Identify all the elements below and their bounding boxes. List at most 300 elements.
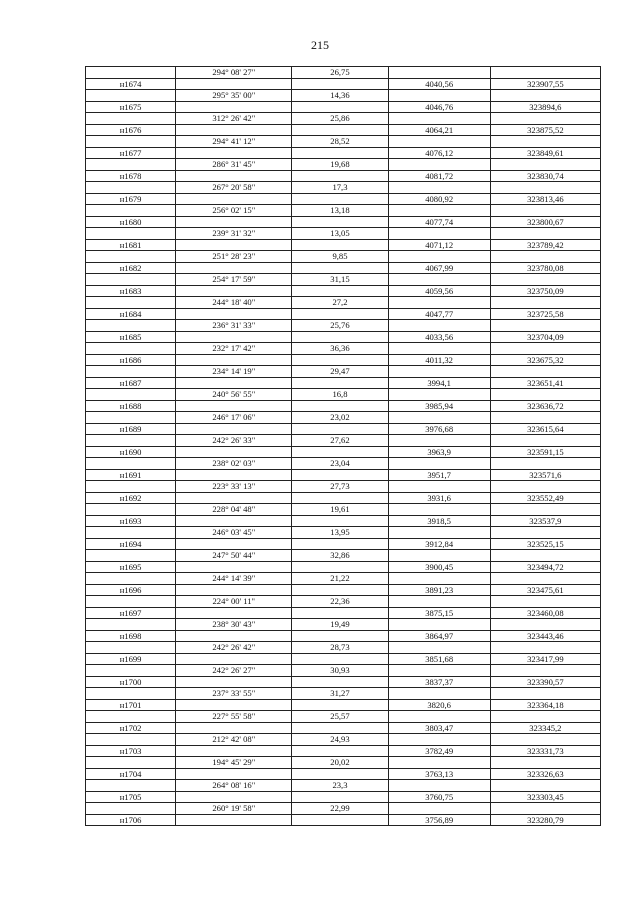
distance-cell	[292, 308, 388, 320]
point-row	[86, 193, 601, 205]
x-coordinate-cell: 3985,94	[388, 400, 490, 412]
point-cell: н1678	[86, 170, 176, 182]
segment-row	[86, 665, 601, 677]
bearing-cell: 242° 26' 33"	[176, 435, 292, 447]
distance-cell	[292, 216, 388, 228]
bearing-cell	[176, 676, 292, 688]
bearing-cell: 228° 04' 48"	[176, 504, 292, 516]
distance-cell	[292, 377, 388, 389]
segment-row	[86, 366, 601, 378]
distance-cell: 19,61	[292, 504, 388, 516]
segment-row	[86, 251, 601, 263]
bearing-cell: 224° 00' 11"	[176, 596, 292, 608]
y-coordinate-cell	[490, 665, 600, 677]
x-coordinate-cell: 4059,56	[388, 285, 490, 297]
point-row	[86, 101, 601, 113]
point-cell: н1698	[86, 630, 176, 642]
segment-row	[86, 435, 601, 447]
point-cell	[86, 803, 176, 815]
distance-cell	[292, 469, 388, 481]
point-row	[86, 423, 601, 435]
x-coordinate-cell	[388, 757, 490, 769]
y-coordinate-cell	[490, 711, 600, 723]
bearing-cell: 246° 17' 06"	[176, 412, 292, 424]
bearing-cell	[176, 745, 292, 757]
x-coordinate-cell: 3820,6	[388, 699, 490, 711]
point-row	[86, 699, 601, 711]
page-number: 215	[311, 38, 329, 52]
point-row	[86, 676, 601, 688]
point-row	[86, 377, 601, 389]
y-coordinate-cell	[490, 757, 600, 769]
distance-cell: 23,3	[292, 780, 388, 792]
point-cell	[86, 504, 176, 516]
x-coordinate-cell: 3782,49	[388, 745, 490, 757]
point-cell	[86, 159, 176, 171]
y-coordinate-cell: 323813,46	[490, 193, 600, 205]
point-cell	[86, 435, 176, 447]
bearing-cell	[176, 193, 292, 205]
segment-row	[86, 619, 601, 631]
point-cell	[86, 389, 176, 401]
y-coordinate-cell: 323280,79	[490, 814, 600, 826]
x-coordinate-cell	[388, 389, 490, 401]
x-coordinate-cell: 3891,23	[388, 584, 490, 596]
y-coordinate-cell	[490, 182, 600, 194]
distance-cell	[292, 814, 388, 826]
bearing-cell	[176, 791, 292, 803]
y-coordinate-cell: 323326,63	[490, 768, 600, 780]
distance-cell: 28,52	[292, 136, 388, 148]
y-coordinate-cell	[490, 389, 600, 401]
x-coordinate-cell: 4033,56	[388, 331, 490, 343]
y-coordinate-cell: 323460,08	[490, 607, 600, 619]
distance-cell: 17,3	[292, 182, 388, 194]
x-coordinate-cell: 3931,6	[388, 492, 490, 504]
distance-cell: 31,15	[292, 274, 388, 286]
point-cell: н1701	[86, 699, 176, 711]
point-row	[86, 400, 601, 412]
segment-row	[86, 136, 601, 148]
point-cell: н1682	[86, 262, 176, 274]
bearing-cell	[176, 354, 292, 366]
bearing-cell	[176, 446, 292, 458]
point-row	[86, 561, 601, 573]
point-cell: н1693	[86, 515, 176, 527]
distance-cell	[292, 768, 388, 780]
bearing-cell: 234° 14' 19"	[176, 366, 292, 378]
y-coordinate-cell: 323552,49	[490, 492, 600, 504]
y-coordinate-cell	[490, 596, 600, 608]
distance-cell	[292, 262, 388, 274]
y-coordinate-cell: 323494,72	[490, 561, 600, 573]
point-cell: н1702	[86, 722, 176, 734]
coordinates-table	[85, 66, 601, 826]
x-coordinate-cell	[388, 205, 490, 217]
bearing-cell	[176, 331, 292, 343]
x-coordinate-cell: 3837,37	[388, 676, 490, 688]
point-row	[86, 653, 601, 665]
point-cell	[86, 67, 176, 79]
x-coordinate-cell: 4071,12	[388, 239, 490, 251]
point-cell	[86, 366, 176, 378]
point-cell	[86, 343, 176, 355]
bearing-cell: 244° 14' 39"	[176, 573, 292, 585]
y-coordinate-cell	[490, 481, 600, 493]
x-coordinate-cell	[388, 182, 490, 194]
point-cell	[86, 458, 176, 470]
bearing-cell: 236° 31' 33"	[176, 320, 292, 332]
point-cell	[86, 182, 176, 194]
x-coordinate-cell	[388, 435, 490, 447]
point-cell	[86, 113, 176, 125]
y-coordinate-cell	[490, 412, 600, 424]
distance-cell: 26,75	[292, 67, 388, 79]
x-coordinate-cell: 3864,97	[388, 630, 490, 642]
distance-cell: 27,2	[292, 297, 388, 309]
point-row	[86, 262, 601, 274]
bearing-cell	[176, 285, 292, 297]
distance-cell	[292, 492, 388, 504]
bearing-cell: 239° 31' 32"	[176, 228, 292, 240]
x-coordinate-cell	[388, 711, 490, 723]
distance-cell: 27,73	[292, 481, 388, 493]
bearing-cell	[176, 469, 292, 481]
point-row	[86, 78, 601, 90]
point-cell: н1705	[86, 791, 176, 803]
x-coordinate-cell: 3951,7	[388, 469, 490, 481]
y-coordinate-cell: 323345,2	[490, 722, 600, 734]
bearing-cell: 242° 26' 42"	[176, 642, 292, 654]
distance-cell: 30,93	[292, 665, 388, 677]
y-coordinate-cell	[490, 113, 600, 125]
y-coordinate-cell	[490, 67, 600, 79]
point-cell: н1680	[86, 216, 176, 228]
distance-cell: 24,93	[292, 734, 388, 746]
point-row	[86, 745, 601, 757]
distance-cell: 13,95	[292, 527, 388, 539]
x-coordinate-cell	[388, 527, 490, 539]
segment-row	[86, 734, 601, 746]
segment-row	[86, 504, 601, 516]
bearing-cell: 238° 30' 43"	[176, 619, 292, 631]
segment-row	[86, 182, 601, 194]
x-coordinate-cell	[388, 734, 490, 746]
y-coordinate-cell: 323875,52	[490, 124, 600, 136]
point-cell: н1687	[86, 377, 176, 389]
x-coordinate-cell	[388, 481, 490, 493]
segment-row	[86, 297, 601, 309]
y-coordinate-cell	[490, 527, 600, 539]
x-coordinate-cell: 3803,47	[388, 722, 490, 734]
y-coordinate-cell: 323800,67	[490, 216, 600, 228]
y-coordinate-cell: 323331,73	[490, 745, 600, 757]
bearing-cell: 254° 17' 59"	[176, 274, 292, 286]
point-cell: н1700	[86, 676, 176, 688]
y-coordinate-cell: 323725,58	[490, 308, 600, 320]
distance-cell	[292, 745, 388, 757]
y-coordinate-cell: 323894,6	[490, 101, 600, 113]
x-coordinate-cell	[388, 274, 490, 286]
y-coordinate-cell	[490, 688, 600, 700]
point-cell	[86, 251, 176, 263]
bearing-cell	[176, 538, 292, 550]
x-coordinate-cell	[388, 412, 490, 424]
point-cell	[86, 320, 176, 332]
x-coordinate-cell	[388, 251, 490, 263]
y-coordinate-cell	[490, 573, 600, 585]
segment-row	[86, 481, 601, 493]
bearing-cell	[176, 216, 292, 228]
bearing-cell	[176, 561, 292, 573]
x-coordinate-cell: 4064,21	[388, 124, 490, 136]
distance-cell: 25,57	[292, 711, 388, 723]
x-coordinate-cell: 3851,68	[388, 653, 490, 665]
x-coordinate-cell: 4067,99	[388, 262, 490, 274]
y-coordinate-cell: 323780,08	[490, 262, 600, 274]
y-coordinate-cell: 323615,64	[490, 423, 600, 435]
y-coordinate-cell: 323907,55	[490, 78, 600, 90]
y-coordinate-cell: 323475,61	[490, 584, 600, 596]
distance-cell	[292, 331, 388, 343]
x-coordinate-cell: 3900,45	[388, 561, 490, 573]
y-coordinate-cell	[490, 274, 600, 286]
point-cell: н1691	[86, 469, 176, 481]
y-coordinate-cell	[490, 803, 600, 815]
x-coordinate-cell	[388, 780, 490, 792]
point-row	[86, 216, 601, 228]
x-coordinate-cell	[388, 297, 490, 309]
distance-cell: 20,02	[292, 757, 388, 769]
x-coordinate-cell	[388, 320, 490, 332]
x-coordinate-cell	[388, 90, 490, 102]
y-coordinate-cell	[490, 320, 600, 332]
distance-cell	[292, 124, 388, 136]
bearing-cell: 246° 03' 45"	[176, 527, 292, 539]
distance-cell: 28,73	[292, 642, 388, 654]
x-coordinate-cell: 3963,9	[388, 446, 490, 458]
point-row	[86, 492, 601, 504]
y-coordinate-cell: 323789,42	[490, 239, 600, 251]
y-coordinate-cell: 323443,46	[490, 630, 600, 642]
y-coordinate-cell: 323364,18	[490, 699, 600, 711]
y-coordinate-cell: 323675,32	[490, 354, 600, 366]
y-coordinate-cell	[490, 251, 600, 263]
bearing-cell: 247° 50' 44"	[176, 550, 292, 562]
point-cell	[86, 688, 176, 700]
segment-row	[86, 90, 601, 102]
x-coordinate-cell: 3994,1	[388, 377, 490, 389]
distance-cell: 29,47	[292, 366, 388, 378]
y-coordinate-cell: 323390,57	[490, 676, 600, 688]
segment-row	[86, 803, 601, 815]
x-coordinate-cell: 4076,12	[388, 147, 490, 159]
distance-cell: 21,22	[292, 573, 388, 585]
segment-row	[86, 389, 601, 401]
x-coordinate-cell	[388, 159, 490, 171]
point-cell: н1675	[86, 101, 176, 113]
y-coordinate-cell: 323591,15	[490, 446, 600, 458]
point-cell	[86, 780, 176, 792]
x-coordinate-cell: 4080,92	[388, 193, 490, 205]
segment-row	[86, 780, 601, 792]
bearing-cell: 223° 33' 13"	[176, 481, 292, 493]
bearing-cell	[176, 124, 292, 136]
distance-cell	[292, 584, 388, 596]
segment-row	[86, 711, 601, 723]
distance-cell	[292, 193, 388, 205]
distance-cell: 9,85	[292, 251, 388, 263]
point-row	[86, 469, 601, 481]
segment-row	[86, 159, 601, 171]
x-coordinate-cell	[388, 550, 490, 562]
point-row	[86, 354, 601, 366]
point-cell	[86, 274, 176, 286]
bearing-cell	[176, 308, 292, 320]
distance-cell: 25,86	[292, 113, 388, 125]
bearing-cell	[176, 653, 292, 665]
segment-row	[86, 527, 601, 539]
x-coordinate-cell: 4046,76	[388, 101, 490, 113]
point-cell: н1679	[86, 193, 176, 205]
distance-cell	[292, 607, 388, 619]
distance-cell: 25,76	[292, 320, 388, 332]
distance-cell: 16,8	[292, 389, 388, 401]
distance-cell	[292, 78, 388, 90]
bearing-cell: 194° 45' 29"	[176, 757, 292, 769]
y-coordinate-cell	[490, 228, 600, 240]
point-row	[86, 124, 601, 136]
point-cell	[86, 412, 176, 424]
x-coordinate-cell	[388, 113, 490, 125]
point-row	[86, 814, 601, 826]
coordinates-table-body	[86, 67, 601, 826]
point-cell	[86, 136, 176, 148]
bearing-cell: 240° 56' 55"	[176, 389, 292, 401]
distance-cell: 22,99	[292, 803, 388, 815]
point-cell	[86, 573, 176, 585]
y-coordinate-cell	[490, 435, 600, 447]
bearing-cell	[176, 515, 292, 527]
bearing-cell: 232° 17' 42"	[176, 343, 292, 355]
distance-cell: 19,68	[292, 159, 388, 171]
point-cell	[86, 228, 176, 240]
y-coordinate-cell: 323750,09	[490, 285, 600, 297]
point-cell	[86, 642, 176, 654]
bearing-cell	[176, 147, 292, 159]
segment-row	[86, 343, 601, 355]
distance-cell	[292, 538, 388, 550]
x-coordinate-cell: 4040,56	[388, 78, 490, 90]
point-cell	[86, 757, 176, 769]
point-row	[86, 239, 601, 251]
x-coordinate-cell: 3976,68	[388, 423, 490, 435]
point-cell: н1677	[86, 147, 176, 159]
bearing-cell: 242° 26' 27"	[176, 665, 292, 677]
distance-cell: 19,49	[292, 619, 388, 631]
point-cell	[86, 297, 176, 309]
x-coordinate-cell	[388, 228, 490, 240]
point-row	[86, 308, 601, 320]
bearing-cell	[176, 584, 292, 596]
bearing-cell: 267° 20' 58"	[176, 182, 292, 194]
distance-cell	[292, 791, 388, 803]
point-row	[86, 285, 601, 297]
point-row	[86, 147, 601, 159]
y-coordinate-cell: 323525,15	[490, 538, 600, 550]
x-coordinate-cell: 3763,13	[388, 768, 490, 780]
point-cell: н1690	[86, 446, 176, 458]
bearing-cell	[176, 239, 292, 251]
bearing-cell: 227° 55' 58"	[176, 711, 292, 723]
bearing-cell	[176, 400, 292, 412]
point-row	[86, 722, 601, 734]
point-cell	[86, 90, 176, 102]
bearing-cell: 312° 26' 42"	[176, 113, 292, 125]
bearing-cell	[176, 170, 292, 182]
y-coordinate-cell: 323417,99	[490, 653, 600, 665]
distance-cell: 32,86	[292, 550, 388, 562]
bearing-cell	[176, 423, 292, 435]
x-coordinate-cell	[388, 458, 490, 470]
bearing-cell	[176, 814, 292, 826]
x-coordinate-cell: 3912,84	[388, 538, 490, 550]
y-coordinate-cell	[490, 205, 600, 217]
bearing-cell: 212° 42' 08"	[176, 734, 292, 746]
distance-cell	[292, 239, 388, 251]
bearing-cell	[176, 78, 292, 90]
bearing-cell: 244° 18' 40"	[176, 297, 292, 309]
x-coordinate-cell	[388, 343, 490, 355]
distance-cell	[292, 515, 388, 527]
point-cell: н1695	[86, 561, 176, 573]
point-cell: н1686	[86, 354, 176, 366]
y-coordinate-cell	[490, 343, 600, 355]
distance-cell	[292, 285, 388, 297]
bearing-cell	[176, 101, 292, 113]
y-coordinate-cell: 323636,72	[490, 400, 600, 412]
distance-cell	[292, 446, 388, 458]
point-row	[86, 446, 601, 458]
distance-cell	[292, 653, 388, 665]
x-coordinate-cell	[388, 665, 490, 677]
point-cell	[86, 734, 176, 746]
segment-row	[86, 573, 601, 585]
segment-row	[86, 458, 601, 470]
bearing-cell: 260° 19' 58"	[176, 803, 292, 815]
point-cell: н1696	[86, 584, 176, 596]
point-cell: н1685	[86, 331, 176, 343]
segment-row	[86, 320, 601, 332]
segment-row	[86, 642, 601, 654]
y-coordinate-cell	[490, 159, 600, 171]
distance-cell	[292, 699, 388, 711]
point-cell	[86, 596, 176, 608]
y-coordinate-cell	[490, 619, 600, 631]
x-coordinate-cell	[388, 136, 490, 148]
point-row	[86, 768, 601, 780]
y-coordinate-cell: 323830,74	[490, 170, 600, 182]
distance-cell: 36,36	[292, 343, 388, 355]
x-coordinate-cell: 3756,89	[388, 814, 490, 826]
bearing-cell	[176, 630, 292, 642]
point-cell	[86, 711, 176, 723]
bearing-cell	[176, 607, 292, 619]
y-coordinate-cell	[490, 642, 600, 654]
point-cell: н1676	[86, 124, 176, 136]
distance-cell: 23,04	[292, 458, 388, 470]
distance-cell	[292, 676, 388, 688]
